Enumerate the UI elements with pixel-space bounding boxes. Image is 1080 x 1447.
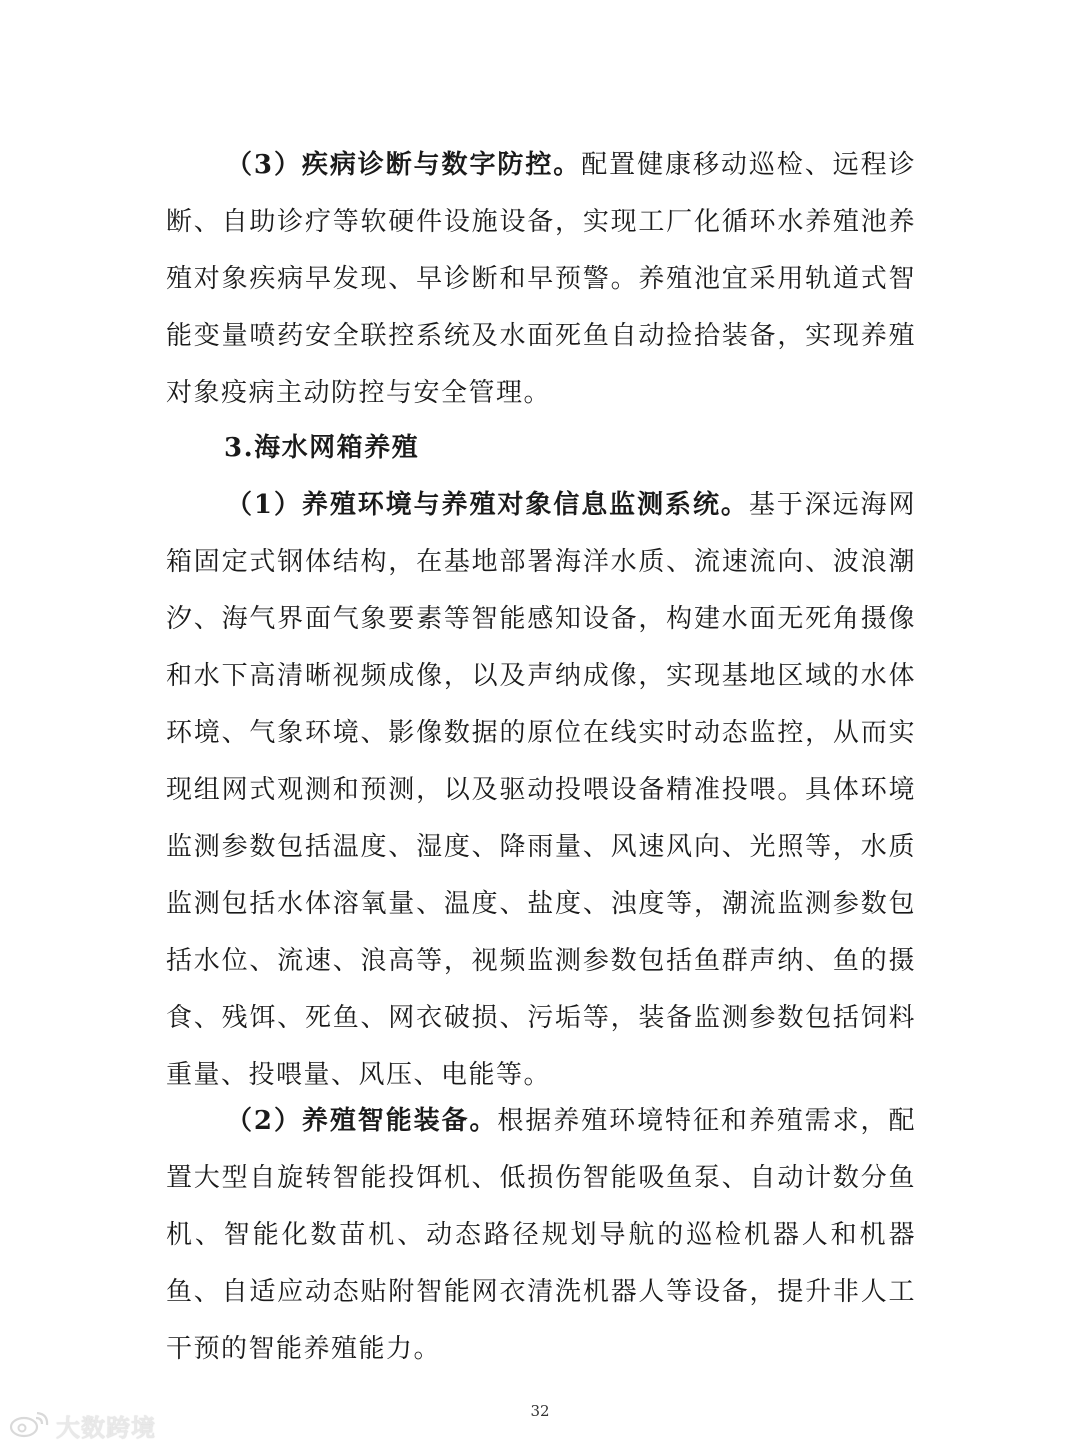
paragraph-disease-diagnosis (166, 137, 916, 422)
paragraph-body: 基于深远海网箱固定式钢体结构，在基地部署海洋水质、流速流向、波浪潮汐、海气界面气象要素等智能感知设备，构建水面无死角摄像和水下高清晰视频成像，以及声纳成像，实现基地区域的水体环境、气象环境、影像数据的原位在线实时动态监控，从而实现组网式观测和预测，以及驱动投喂设备精准投喂。具体环境监测参数包括温度、湿度、降雨量、风速风向、光照等，水质监测包括水体溶氧量、温度、盐度、浊度等，潮流监测参数包括水位、流速、浪高等，视频监测参数包括鱼群声纳、鱼的摄食、残饵、死鱼、网衣破损、污垢等，装备监测参数包括饲料重量、投喂量、风压、电能等。 (166, 490, 916, 1090)
paragraph-lead: （2）养殖智能装备。 (226, 1106, 498, 1136)
weibo-logo-icon (8, 1412, 50, 1438)
paragraph-body: 根据养殖环境特征和养殖需求，配置大型自旋转智能投饵机、低损伤智能吸鱼泵、自动计数分鱼机、智能化数苗机、动态路径规划导航的巡检机器人和机器鱼、自适应动态贴附智能网衣清洗机器人等设备，提升非人工干预的智能养殖能力。 (166, 1106, 916, 1364)
page-number: 32 (530, 1402, 550, 1420)
section-heading: 3.海水网箱养殖 (224, 433, 420, 463)
paragraph-lead: （3）疾病诊断与数字防控。 (226, 150, 582, 180)
watermark-text: 大数跨境 (56, 1413, 156, 1442)
watermark (8, 1410, 156, 1440)
paragraph-lead: （1）养殖环境与养殖对象信息监测系统。 (226, 490, 749, 520)
paragraph-monitoring-system (166, 477, 916, 1104)
paragraph-smart-equipment (166, 1093, 916, 1378)
paragraph-body: 配置健康移动巡检、远程诊断、自助诊疗等软硬件设施设备，实现工厂化循环水养殖池养殖对象疾病早发现、早诊断和早预警。养殖池宜采用轨道式智能变量喷药安全联控系统及水面死鱼自动捡拾装备，实现养殖对象疫病主动防控与安全管理。 (166, 150, 916, 408)
